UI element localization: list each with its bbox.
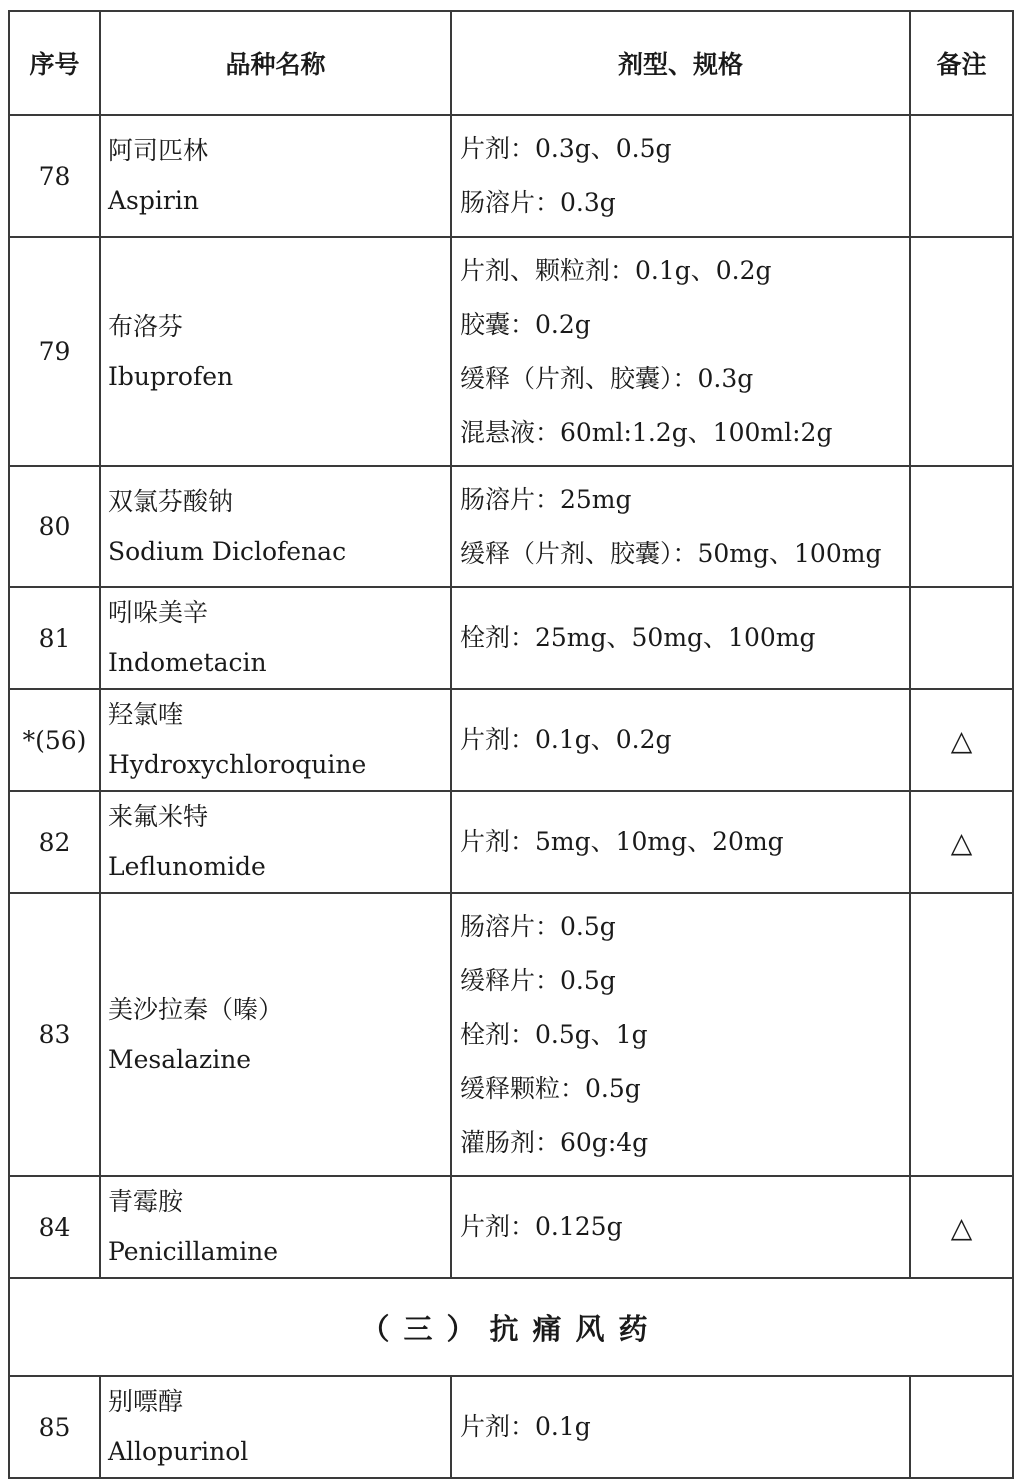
drug-name-cn: 阿司匹林: [108, 136, 209, 165]
drug-name-en: Penicillamine: [108, 1237, 279, 1266]
drug-spec: [451, 587, 910, 689]
spec-line: 缓释片：0.5g: [460, 965, 616, 995]
header-name: 品种名称: [100, 11, 451, 115]
drug-spec: [451, 689, 910, 791]
drug-list-table: [8, 10, 1014, 1479]
row-number: 78: [9, 115, 100, 237]
header-note: 备注: [910, 11, 1013, 115]
table-row: [9, 237, 1013, 466]
drug-name-en: Leflunomide: [108, 852, 266, 881]
row-number: 82: [9, 791, 100, 893]
drug-note: [910, 1376, 1013, 1478]
drug-name-cn: 布洛芬: [108, 311, 184, 341]
drug-name-cn: 别嘌醇: [108, 1387, 184, 1416]
drug-name: [100, 237, 451, 466]
spec-line: 片剂：0.3g、0.5g: [460, 134, 672, 163]
drug-name-en: Hydroxychloroquine: [108, 750, 367, 779]
drug-spec: [451, 237, 910, 466]
spec-line: 片剂：0.125g: [460, 1212, 623, 1241]
drug-name: [100, 689, 451, 791]
drug-name-en: Indometacin: [108, 648, 267, 677]
spec-line: 片剂：0.1g: [460, 1412, 591, 1441]
drug-spec: [451, 1176, 910, 1278]
drug-name-cn: 来氟米特: [108, 802, 209, 831]
spec-line: 胶囊：0.2g: [460, 309, 591, 339]
table-row: [9, 893, 1013, 1176]
spec-line: 缓释颗粒：0.5g: [460, 1073, 641, 1103]
drug-name-en: Aspirin: [108, 186, 199, 215]
spec-line: 缓释（片剂、胶囊）：0.3g: [460, 363, 754, 393]
row-number: 83: [9, 893, 100, 1176]
drug-name-en: Allopurinol: [108, 1437, 249, 1466]
drug-spec: [451, 791, 910, 893]
spec-line: 片剂：0.1g、0.2g: [460, 725, 672, 754]
spec-line: 肠溶片：25mg: [460, 484, 632, 514]
drug-note: [910, 587, 1013, 689]
drug-name: [100, 1176, 451, 1278]
header-no: 序号: [9, 11, 100, 115]
spec-line: 栓剂：25mg、50mg、100mg: [460, 623, 816, 652]
row-number: 84: [9, 1176, 100, 1278]
spec-line: 栓剂：0.5g、1g: [460, 1019, 648, 1049]
drug-name: [100, 893, 451, 1176]
drug-name: [100, 791, 451, 893]
table-row: [9, 791, 1013, 893]
section-row: [9, 1278, 1013, 1376]
drug-spec: [451, 893, 910, 1176]
drug-spec: [451, 115, 910, 237]
drug-note: [910, 237, 1013, 466]
drug-name: [100, 115, 451, 237]
drug-name: [100, 1376, 451, 1478]
drug-note: [910, 115, 1013, 237]
drug-note: [910, 893, 1013, 1176]
drug-name: [100, 587, 451, 689]
row-number: 85: [9, 1376, 100, 1478]
table-row: [9, 1376, 1013, 1478]
row-number: 81: [9, 587, 100, 689]
drug-spec: [451, 1376, 910, 1478]
drug-name: [100, 466, 451, 587]
drug-spec: [451, 466, 910, 587]
spec-line: 灌肠剂：60g:4g: [460, 1127, 649, 1157]
triangle-note-icon: △: [910, 1176, 1013, 1278]
spec-line: 缓释（片剂、胶囊）：50mg、100mg: [460, 538, 882, 568]
drug-name-en: Mesalazine: [108, 1044, 252, 1074]
triangle-note-icon: △: [910, 791, 1013, 893]
drug-note: [910, 466, 1013, 587]
spec-line: 片剂：5mg、10mg、20mg: [460, 827, 784, 856]
row-number: 80: [9, 466, 100, 587]
spec-line: 片剂、颗粒剂：0.1g、0.2g: [460, 255, 772, 285]
drug-name-en: Sodium Diclofenac: [108, 536, 347, 566]
row-number: *(56): [9, 689, 100, 791]
table-row: [9, 587, 1013, 689]
drug-name-en: Ibuprofen: [108, 361, 234, 391]
drug-name-cn: 吲哚美辛: [108, 598, 209, 627]
table-row: [9, 466, 1013, 587]
drug-name-cn: 青霉胺: [108, 1187, 184, 1216]
section-title: （三）抗痛风药: [9, 1278, 1013, 1376]
row-number: 79: [9, 237, 100, 466]
drug-name-cn: 美沙拉秦（嗪）: [108, 994, 284, 1024]
spec-line: 肠溶片：0.3g: [460, 188, 616, 217]
spec-line: 混悬液：60ml:1.2g、100ml:2g: [460, 417, 833, 447]
table-row: [9, 689, 1013, 791]
header-row: [9, 11, 1013, 115]
drug-name-cn: 羟氯喹: [108, 700, 184, 729]
drug-name-cn: 双氯芬酸钠: [108, 486, 234, 516]
header-spec: 剂型、规格: [451, 11, 910, 115]
spec-line: 肠溶片：0.5g: [460, 911, 616, 941]
triangle-note-icon: △: [910, 689, 1013, 791]
table-row: [9, 1176, 1013, 1278]
table-row: [9, 115, 1013, 237]
